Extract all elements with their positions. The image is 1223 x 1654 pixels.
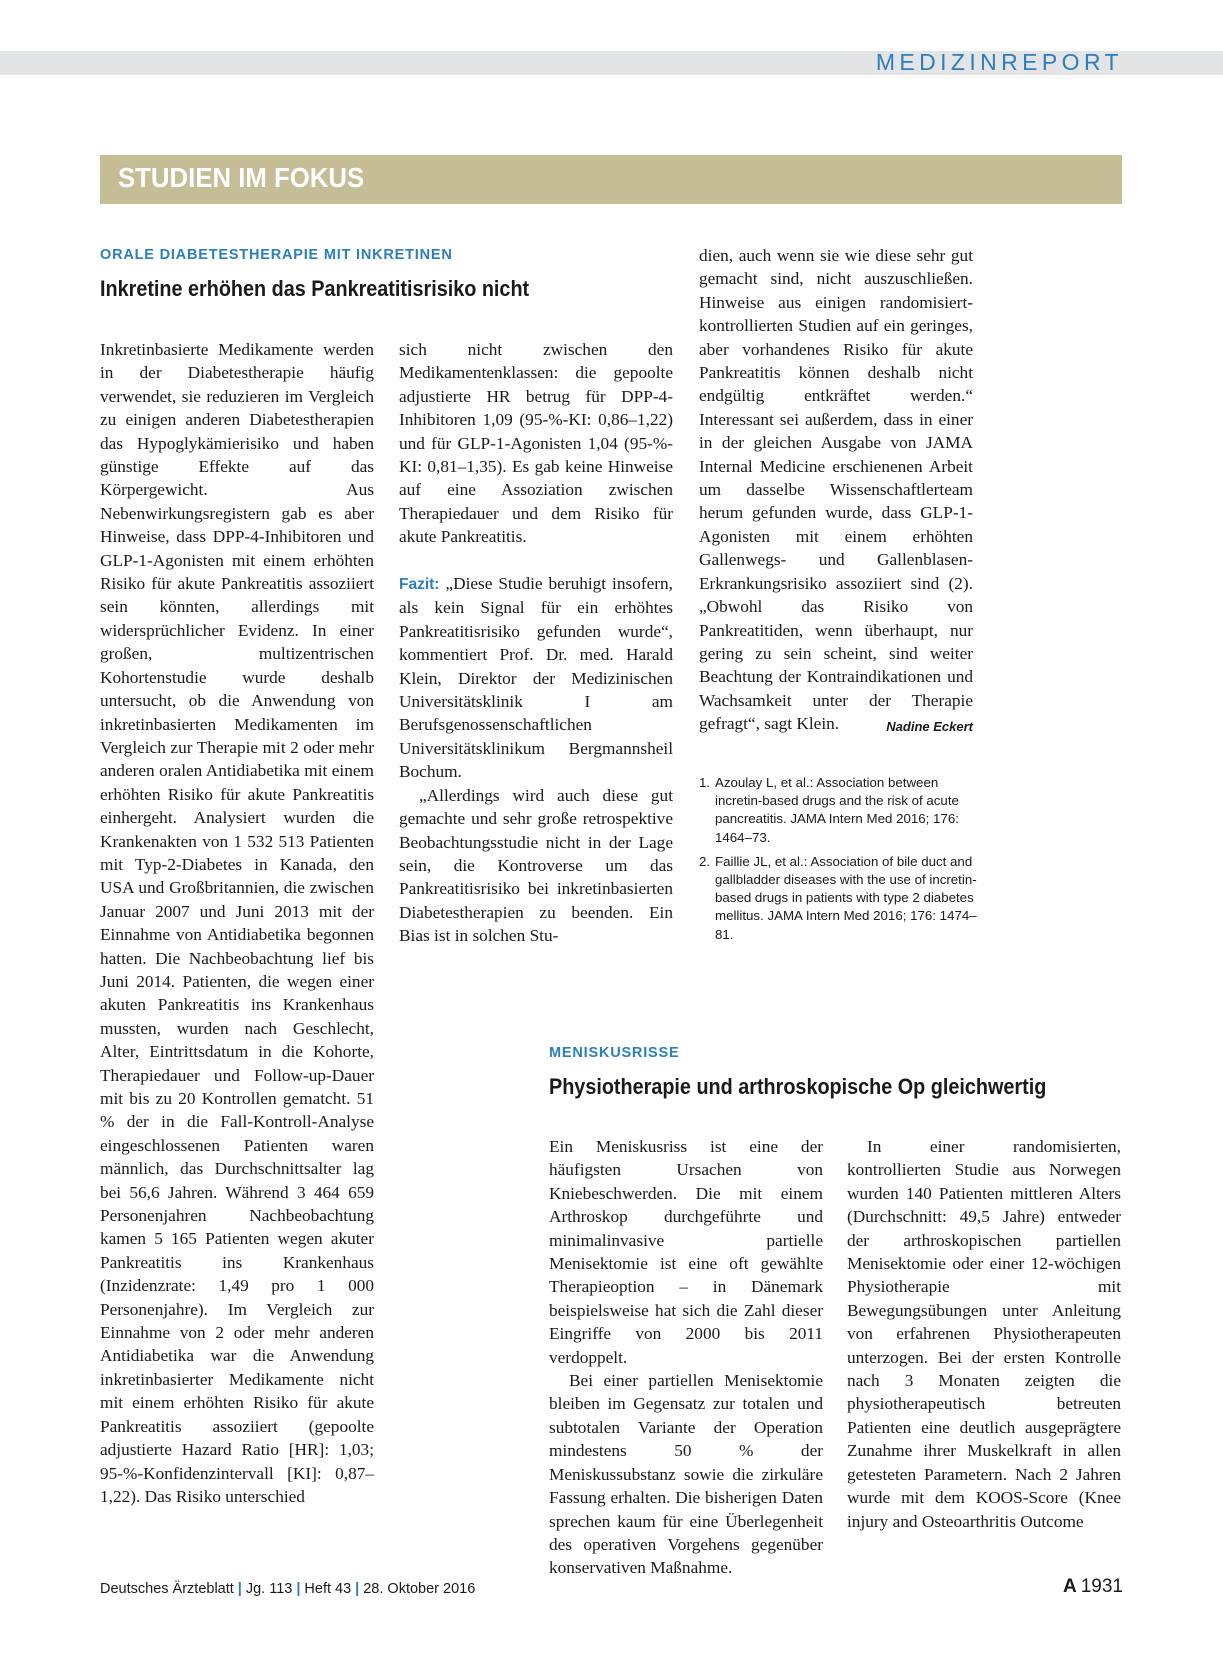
section-label: MEDIZINREPORT <box>875 49 1123 75</box>
article1-fazit-paragraph <box>399 572 673 784</box>
article1-col3-paragraph <box>699 244 973 736</box>
article1-column-3 <box>699 244 973 739</box>
reference-text: Faillie JL, et al.: Association of bile duct and gallbladder diseases with the use of incretin-based drugs in patients with type 2 diabetes mellitus. JAMA Intern Med 2016; 176: 1474–81. <box>715 853 977 942</box>
banner-title: STUDIEN IM FOKUS <box>118 162 365 193</box>
article2-column-1 <box>549 1135 823 1580</box>
article1-col3-text: dien, auch wenn sie wie diese sehr gut gemacht sind, nicht auszuschließen. Hinweise aus einigen randomisiert-kontrollierten Studien auf ein geringes, aber vorhandenes Risiko für akute Pankreatitis können deshalb nicht endgültig entkräftet werden.“ Interessant sei außerdem, dass in einer in der gleichen Ausgabe von JAMA Internal Medicine erschienenen Arbeit um dasselbe Wissenschaftlerteam herum gefunden wurde, dass GLP-1-Agonisten mit einem erhöhten Gallenwegs- und Gallenblasen-Erkrankungsrisiko assoziiert sind (2). „Obwohl das Risiko von Pankreatitiden, wenn überhaupt, nur gering zu sein scheint, sind weiter Beachtung der Kontraindikationen und Wachsamkeit unter der Therapie gefragt“, sagt Klein. <box>699 246 973 734</box>
footer-issue: Heft 43 <box>304 1581 352 1597</box>
reference-item: 1. Azoulay L, et al.: Association between incretin-based drugs and the risk of acute pancreatitis. JAMA Intern Med 2016; 176: 1464–73. <box>699 775 959 845</box>
footer-citation: Deutsches Ärzteblatt | Jg. 113 | Heft 43 | 28. Oktober 2016 <box>100 1581 476 1597</box>
article2-col1-paragraph-2: Bei einer partiellen Menisektomie bleiben im Gegensatz zur totalen und subtotalen Variante der Operation mindestens 50 % der Meniskussubstanz sowie die zirkuläre Fassung erhalten. Die bisherigen Daten sprechen kaum für eine Überlegenheit des operativen Vorgehens gegenüber konservativen Maßnahme. <box>549 1371 823 1578</box>
banner <box>100 155 1122 204</box>
author-byline: Nadine Eckert <box>886 719 973 735</box>
article1-col2-paragraph-1: sich nicht zwischen den Medikamentenklassen: die gepoolte adjustierte HR betrug für DPP-4-Inhibitoren 1,09 (95-%-KI: 0,86–1,22) und für GLP-1-Agonisten 1,04 (95-%-KI: 0,81–1,35). Es gab keine Hinweise auf eine Assoziation zwischen Therapiedauer und dem Risiko für akute Pankreatitis. <box>399 340 673 547</box>
article1-column-2 <box>399 338 673 948</box>
article2-col2-paragraph: In einer randomisierten, kontrollierten Studie aus Norwegen wurden 140 Patienten mittleren Alters (Durchschnitt: 49,5 Jahre) entweder der arthroskopischen partiellen Menisektomie oder einer 12-wöchigen Physiotherapie mit Bewegungsübungen unter Anleitung von erfahrenen Physiotherapeuten unterzogen. Bei der ersten Kontrolle nach 3 Monaten zeigten die physiotherapeutisch betreuten Patienten eine deutlich ausgeprägtere Zunahme ihrer Muskelkraft in allen getesteten Parametern. Nach 2 Jahren wurde mit dem KOOS-Score (Knee injury and Osteoarthritis Outcome <box>847 1137 1121 1531</box>
footer-page <box>1063 1576 1123 1598</box>
article2-kicker: MENISKUSRISSE <box>549 1045 680 1061</box>
article2-column-2 <box>847 1135 1121 1533</box>
fazit-label: Fazit: <box>399 576 440 594</box>
reference-list <box>699 774 977 950</box>
reference-item: 2. Faillie JL, et al.: Association of bile duct and gallbladder diseases with the use of incretin-based drugs in patients with type 2 diabetes mellitus. JAMA Intern Med 2016; 176: 1474–81. <box>699 853 977 942</box>
article2-col1-paragraph-1: Ein Meniskusriss ist eine der häufigsten Ursachen von Kniebeschwerden. Die mit einem Arthroskop durchgeführte und minimalinvasive partielle Menisektomie ist eine oft gewählte Therapieoption – in Dänemark beispielsweise hat sich die Zahl dieser Eingriffe von 2000 bis 2011 verdoppelt. <box>549 1137 823 1367</box>
article1-kicker: ORALE DIABETESTHERAPIE MIT INKRETINEN <box>100 247 453 263</box>
page-number: 1931 <box>1080 1576 1123 1597</box>
article1-col1-text: Inkretinbasierte Medikamente werden in der Diabetestherapie häufig verwendet, sie reduzieren im Vergleich zu einigen anderen Diabetestherapien das Hypoglykämierisiko und haben günstige Effekte auf das Körpergewicht. Aus Nebenwirkungsregistern gab es aber Hinweise, dass DPP-4-Inhibitoren und GLP-1-Agonisten mit einem erhöhten Risiko für akute Pankreatitis assoziiert sein könnten, allerdings mit widersprüchlicher Evidenz. In einer großen, multizentrischen Kohortenstudie wurde deshalb untersucht, ob die Anwendung von inkretinbasierten Medikamenten im Vergleich zur Therapie mit 2 oder mehr anderen oralen Antidiabetika mit einem erhöhten Risiko für akute Pankreatitis einhergeht. Analysiert wurden die Krankenakten von 1 532 513 Patienten mit Typ-2-Diabetes in Kanada, den USA und Großbritannien, die zwischen Januar 2007 und Juni 2013 mit der Einnahme von Antidiabetika begonnen hatten. Die Nachbeobachtung lief bis Juni 2014. Patienten, die wegen einer akuten Pankreatitis ins Krankenhaus mussten, wurden nach Geschlecht, Alter, Eintrittsdatum in die Kohorte, Therapiedauer und Follow-up-Dauer mit bis zu 20 Kontrollen gematcht. 51 % der in die Fall-Kontroll-Analyse eingeschlossenen Patienten waren männlich, das Durchschnittsalter lag bei 56,6 Jahren. Während 3 464 659 Personenjahren Nachbeobachtung kamen 5 165 Patienten wegen akuter Pankreatitis ins Krankenhaus (Inzidenzrate: 1,49 pro 1 000 Personenjahre). Im Vergleich zur Einnahme von 2 oder mehr anderen Antidiabetika war die Anwendung inkretinbasierter Medikamente nicht mit einem erhöhten Risiko für akute Pankreatitis assoziiert (gepoolte adjustierte Hazard Ratio [HR]: 1,03; 95-%-Konfidenzintervall [KI]: 0,87–1,22). Das Risiko unterschied <box>100 340 374 1506</box>
footer-section-letter: A <box>1062 1576 1077 1597</box>
article2-headline: Physiotherapie und arthroskopische Op gleichwertig <box>549 1074 1047 1099</box>
fazit-text: „Diese Studie beruhigt insofern, als kein Signal für ein erhöhtes Pankreatitisrisiko gefunden wurde“, kommentiert Prof. Dr. med. Harald Klein, Direktor der Medizinischen Universitätsklinik I am Berufsgenossenschaftlichen Universitätsklinikum Bergmannsheil Bochum. <box>399 574 673 782</box>
footer-volume: Jg. 113 <box>245 1581 293 1597</box>
reference-text: Azoulay L, et al.: Association between incretin-based drugs and the risk of acute pancreatitis. JAMA Intern Med 2016; 176: 1464–73. <box>715 775 959 845</box>
article1-column-1 <box>100 338 374 1508</box>
footer-date: 28. Oktober 2016 <box>363 1581 476 1597</box>
article1-headline: Inkretine erhöhen das Pankreatitisrisiko nicht <box>100 276 530 301</box>
footer-journal: Deutsches Ärzteblatt <box>100 1581 234 1597</box>
article1-col2-paragraph-3: „Allerdings wird auch diese gut gemachte und sehr große retrospektive Beobachtungsstudie nicht in der Lage sein, die Kontroverse um das Pankreatitisrisiko bei inkretinbasierten Diabetestherapien zu beenden. Ein Bias ist in solchen Stu- <box>399 785 673 946</box>
